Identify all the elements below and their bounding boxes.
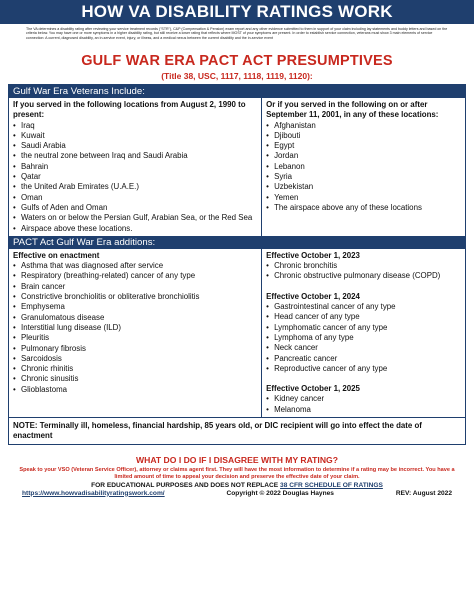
- column-lead: Effective on enactment: [13, 250, 100, 260]
- location-item: • Qatar: [13, 172, 257, 182]
- website-link[interactable]: https://www.howvadisabilityratingswork.com/: [22, 489, 165, 497]
- page-header: [0, 0, 474, 24]
- educational-disclaimer: [8, 482, 466, 489]
- condition-list: [13, 261, 257, 395]
- section-veterans-columns: [9, 98, 465, 236]
- page-subtitle: (Title 38, USC, 1117, 1118, 1119, 1120):: [161, 71, 313, 81]
- location-item: • Gulfs of Aden and Oman: [13, 203, 257, 213]
- location-item: • the neutral zone between Iraq and Saudi Arabia: [13, 151, 257, 161]
- location-item: • Lebanon: [266, 162, 461, 172]
- intro-paragraph: The VA determines a disability rating after reviewing your service treatment records ("STR"), C&P (Compensation & Pension) exam report and any other evidence submitted to them in support of your claim including lay statements and buddy letters and based on the criteria below. You may have one or more symptoms in a higher disability rating, but still receive a lower rating that reflects where MOST of your symptoms are present. In order to establish service connection, veterans must show 3 main elements of service connection: A current, diagnosed disability, an in-service event, injury, or illness, and a medical nexus between the current disability and the in-service event: [26, 27, 448, 40]
- section-additions-columns: [9, 249, 465, 417]
- location-item: • Kuwait: [13, 131, 257, 141]
- condition-item: • Granulomatous disease: [13, 313, 257, 323]
- location-item: • Waters on or below the Persian Gulf, Arabian Sea, or the Red Sea: [13, 213, 257, 223]
- condition-list: [266, 261, 461, 282]
- condition-list: [266, 302, 461, 374]
- column-lead: If you served in the following locations from August 2, 1990 to present:: [13, 100, 246, 120]
- advice-text: Speak to your VSO (Veteran Service Officer), attorney or claims agent first. They will have the most information to determine if a rating may be incorrect. You have a limited amount of time to appeal your decision and preserve the effective date of your claim.: [19, 466, 455, 480]
- disclaimer-text: FOR EDUCATIONAL PURPOSES AND DOES NOT REPLACE: [91, 481, 279, 489]
- location-item: • The airspace above any of these locations: [266, 203, 461, 213]
- schedule-of-ratings-link[interactable]: 38 CFR SCHEDULE OF RATINGS: [280, 481, 383, 489]
- section-heading-veterans: Gulf War Era Veterans Include:: [9, 85, 465, 98]
- location-item: • Uzbekistan: [266, 182, 461, 192]
- condition-list: [266, 394, 461, 415]
- location-list: [266, 121, 461, 214]
- effective-date-heading: Effective October 1, 2025: [266, 384, 360, 394]
- condition-item: • Constrictive bronchiolitis or obliterative bronchiolitis: [13, 292, 257, 302]
- condition-item: • Neck cancer: [266, 343, 461, 353]
- footer: [8, 489, 466, 497]
- group-spacer: [266, 282, 461, 292]
- location-item: • Saudi Arabia: [13, 141, 257, 151]
- condition-item: • Head cancer of any type: [266, 312, 461, 322]
- page-title: GULF WAR ERA PACT ACT PRESUMPTIVES: [81, 53, 393, 69]
- effective-date-heading: Effective October 1, 2024: [266, 291, 360, 301]
- location-item: • the United Arab Emirates (U.A.E.): [13, 182, 257, 192]
- location-item: • Egypt: [266, 141, 461, 151]
- location-item: • Oman: [13, 193, 257, 203]
- location-list: [13, 121, 257, 234]
- condition-item: • Kidney cancer: [266, 394, 461, 404]
- condition-item: • Reproductive cancer of any type: [266, 364, 461, 374]
- column-effective-dates: [262, 249, 465, 417]
- condition-item: • Emphysema: [13, 302, 257, 312]
- location-item: • Bahrain: [13, 162, 257, 172]
- condition-item: • Pulmonary fibrosis: [13, 344, 257, 354]
- condition-item: • Pancreatic cancer: [266, 354, 461, 364]
- location-item: • Syria: [266, 172, 461, 182]
- condition-item: • Melanoma: [266, 405, 461, 415]
- location-item: • Jordan: [266, 151, 461, 161]
- column-1990-locations: [9, 98, 262, 236]
- note-text: NOTE: Terminally ill, homeless, financial hardship, 85 years old, or DIC recipient will go into effect the date of enactment: [9, 417, 465, 444]
- presumptives-table: [8, 84, 466, 445]
- revision-text: REV: August 2022: [395, 489, 452, 497]
- group-spacer: [266, 374, 461, 384]
- location-item: • Afghanistan: [266, 121, 461, 131]
- header-title: HOW VA DISABILITY RATINGS WORK: [81, 2, 393, 21]
- condition-item: • Pleuritis: [13, 333, 257, 343]
- condition-item: • Chronic sinusitis: [13, 374, 257, 384]
- location-item: • Yemen: [266, 193, 461, 203]
- location-item: • Iraq: [13, 121, 257, 131]
- condition-item: • Lymphoma of any type: [266, 333, 461, 343]
- copyright-text: Copyright © 2022 Douglas Haynes: [226, 489, 334, 497]
- column-2001-locations: [262, 98, 465, 236]
- condition-item: • Chronic rhinitis: [13, 364, 257, 374]
- condition-item: • Gastrointestinal cancer of any type: [266, 302, 461, 312]
- condition-item: • Asthma that was diagnosed after service: [13, 261, 257, 271]
- condition-item: • Chronic obstructive pulmonary disease (COPD): [266, 271, 461, 281]
- effective-date-heading: Effective October 1, 2023: [266, 250, 360, 260]
- location-item: • Djibouti: [266, 131, 461, 141]
- disagree-heading: WHAT DO I DO IF I DISAGREE WITH MY RATING?: [136, 454, 338, 465]
- condition-item: • Brain cancer: [13, 282, 257, 292]
- column-effective-enactment: [9, 249, 262, 417]
- section-heading-additions: PACT Act Gulf War Era additions:: [9, 236, 465, 249]
- condition-item: • Glioblastoma: [13, 385, 257, 395]
- condition-item: • Sarcoidosis: [13, 354, 257, 364]
- condition-item: • Respiratory (breathing-related) cancer of any type: [13, 271, 257, 281]
- condition-item: • Lymphomatic cancer of any type: [266, 323, 461, 333]
- condition-item: • Interstitial lung disease (ILD): [13, 323, 257, 333]
- column-lead: Or if you served in the following on or after September 11, 2001, in any of these locations:: [266, 100, 439, 120]
- location-item: • Airspace above these locations.: [13, 224, 257, 234]
- condition-item: • Chronic bronchitis: [266, 261, 461, 271]
